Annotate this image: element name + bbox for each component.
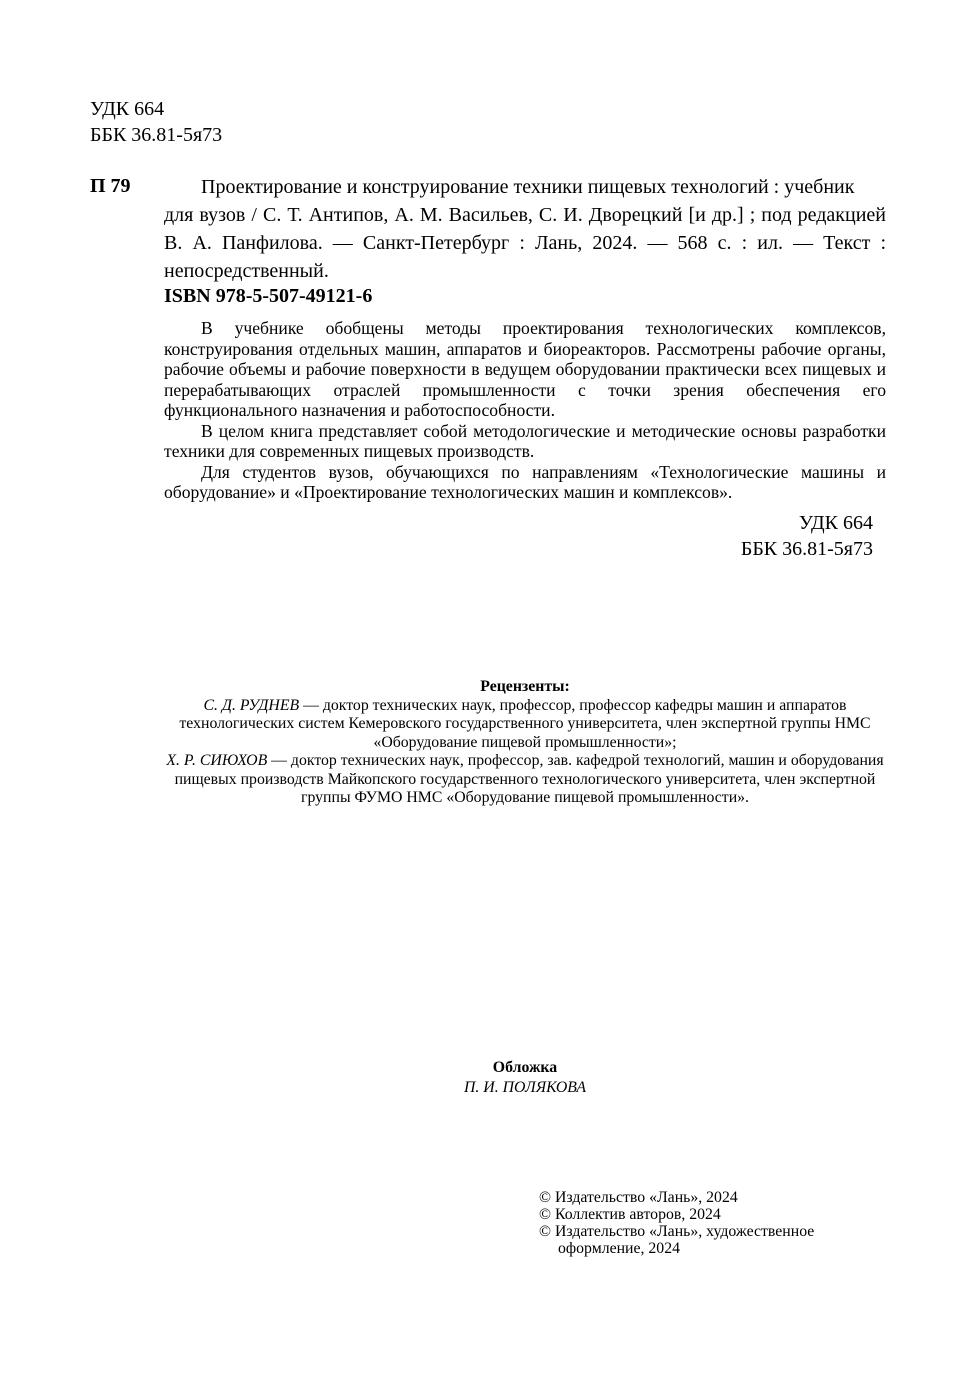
copyright-1: © Издательство «Лань», 2024 xyxy=(539,1189,738,1206)
copyright-block xyxy=(539,1189,859,1257)
cover-artist: П. И. ПОЛЯКОВА xyxy=(464,1079,586,1096)
reviewer-1 xyxy=(150,697,900,753)
bbk-code-top: ББК 36.81-5я73 xyxy=(90,124,223,146)
isbn: ISBN 978-5-507-49121-6 xyxy=(164,285,373,307)
biblio-title-line: Проектирование и конструирование техники пищевых технологий : учебник xyxy=(201,176,855,198)
cover-credit xyxy=(400,1058,650,1098)
udk-code-bottom: УДК 664 xyxy=(798,512,873,534)
bbk-code-bottom: ББК 36.81-5я73 xyxy=(740,538,873,560)
copyright-2: © Коллектив авторов, 2024 xyxy=(539,1206,721,1223)
biblio-rest: для вузов / С. Т. Антипов, А. М. Васильев, С. И. Дворецкий [и др.] ; под редакцией В. А. Панфилова. — Санкт-Петербург : Лань, 2024. — 568 с. : ил. — Текст : непосредственный. xyxy=(164,204,886,282)
copyright-3: © Издательство «Лань», художественное xyxy=(539,1223,815,1240)
udk-code-top: УДК 664 xyxy=(90,98,165,120)
bibliographic-description xyxy=(164,173,886,285)
abstract xyxy=(164,318,886,503)
reviewers-header: Рецензенты: xyxy=(480,678,570,695)
reviewer-2 xyxy=(150,752,900,808)
copyright-3-continuation: оформление, 2024 xyxy=(558,1240,680,1257)
reviewer-1-credentials: — доктор технических наук, профессор, профессор кафедры машин и аппаратов технологических систем Кемеровского государственного университета, член экспертной группы НМС «Оборудование пищевой промышленности»; xyxy=(179,696,871,751)
author-mark: П 79 xyxy=(90,175,131,197)
cover-header: Обложка xyxy=(492,1059,558,1076)
top-classification-codes xyxy=(90,96,222,148)
reviewers-block xyxy=(150,678,900,808)
abstract-paragraph-1: В учебнике обобщены методы проектирования технологических комплексов, конструирования отдельных машин, аппаратов и биореакторов. Рассмотрены рабочие органы, рабочие объемы и рабочие поверхности в ведущем оборудовании практически всех пищевых и перерабатывающих отраслей промышленности с точки зрения обеспечения его функционального назначения и работоспособности. xyxy=(164,318,886,420)
reviewer-2-name: Х. Р. СИЮХОВ xyxy=(166,752,268,769)
abstract-paragraph-2: В целом книга представляет собой методологические и методические основы разработки техники для современных пищевых производств. xyxy=(164,420,886,461)
reviewer-1-name: С. Д. РУДНЕВ xyxy=(203,696,300,714)
abstract-paragraph-3: Для студентов вузов, обучающихся по направлениям «Технологические машины и оборудование» и «Проектирование технологических машин и комплексов». xyxy=(164,461,886,502)
bottom-classification-codes xyxy=(600,510,873,562)
reviewer-2-credentials: — доктор технических наук, профессор, зав. кафедрой технологий, машин и оборудования пищевых производств Майкопского государственного технологического университета, член экспертной группы ФУМО НМС «Оборудование пищевой промышленности». xyxy=(174,752,884,806)
